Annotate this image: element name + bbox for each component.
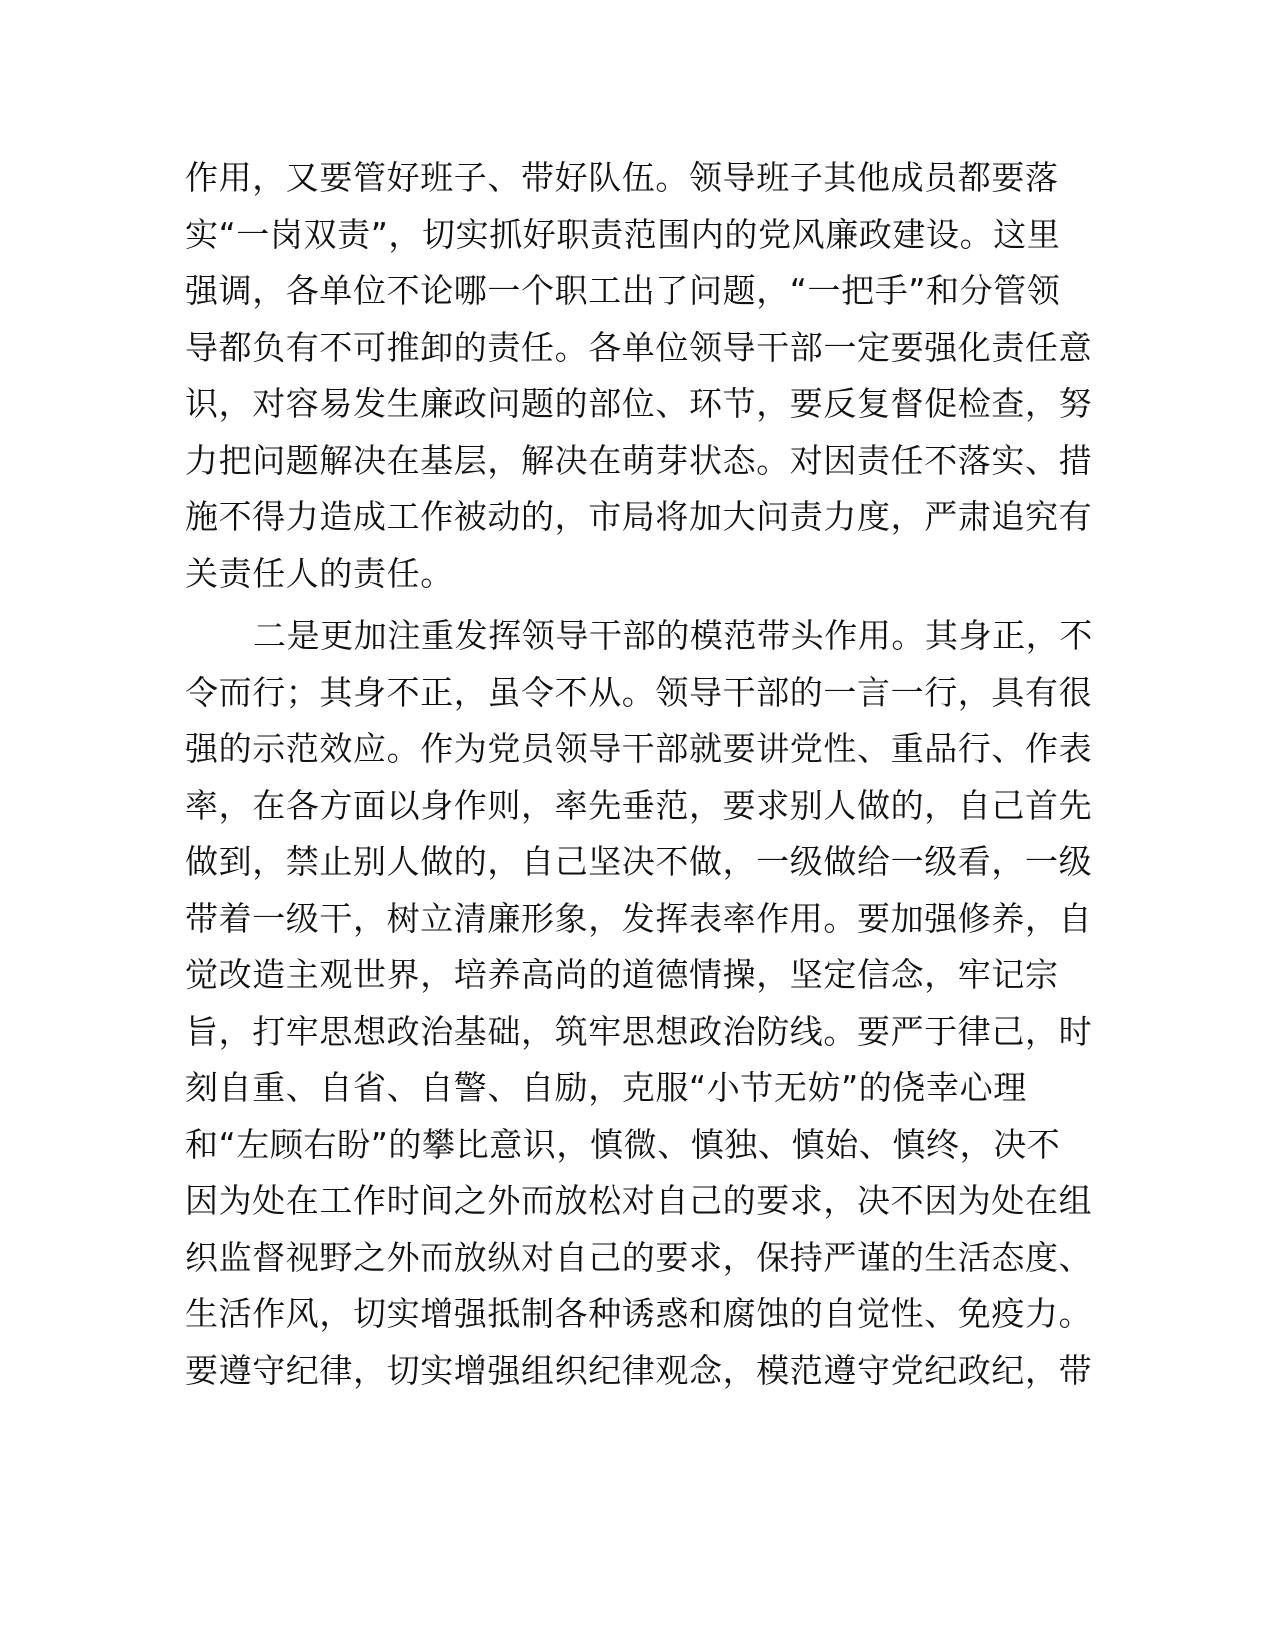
paragraph-line: 令而行；其身不正，虽令不从。领导干部的一言一行，具有很: [185, 672, 1093, 712]
document-body: [185, 150, 1093, 1399]
paragraph-line: 要遵守纪律，切实增强组织纪律观念，模范遵守党纪政纪，带: [185, 1350, 1093, 1390]
paragraph-first-line: 二是更加注重发挥领导干部的模范带头作用。其身正，不: [253, 616, 1093, 655]
paragraph-line: 旨，打牢思想政治基础，筑牢思想政治防线。要严于律己，时: [185, 1011, 1093, 1051]
paragraph-line: 作用，又要管好班子、带好队伍。领导班子其他成员都要落: [185, 158, 1059, 197]
paragraph-line: 实“一岗双责”，切实抓好职责范围内的党风廉政建设。这里: [185, 214, 1061, 254]
paragraph-line: 织监督视野之外而放纵对自己的要求，保持严谨的生活态度、: [185, 1237, 1093, 1277]
paragraph-line: 强的示范效应。作为党员领导干部就要讲党性、重品行、作表: [185, 729, 1093, 768]
paragraph-line: 做到，禁止别人做的，自己坚决不做，一级做给一级看，一级: [185, 842, 1093, 881]
paragraph-line: 率，在各方面以身作则，率先垂范，要求别人做的，自己首先: [185, 785, 1093, 825]
paragraph-line: 识，对容易发生廉政问题的部位、环节，要反复督促检查，努: [185, 384, 1093, 423]
paragraph-line: 导都负有不可推卸的责任。各单位领导干部一定要强化责任意: [185, 327, 1093, 367]
paragraph-line: 带着一级干，树立清廉形象，发挥表率作用。要加强修养，自: [185, 898, 1093, 938]
paragraph-line: 力把问题解决在基层，解决在萌芽状态。对因责任不落实、措: [185, 440, 1093, 480]
paragraph-2: [185, 608, 1093, 1399]
paragraph-line: 关责任人的责任。: [185, 553, 454, 593]
paragraph-line: 因为处在工作时间之外而放松对自己的要求，决不因为处在组: [185, 1181, 1093, 1220]
paragraph-line: 生活作风，切实增强抵制各种诱惑和腐蚀的自觉性、免疫力。: [185, 1294, 1093, 1333]
paragraph-line: 和“左顾右盼”的攀比意识，慎微、慎独、慎始、慎终，决不: [185, 1124, 1061, 1164]
paragraph-line: 刻自重、自省、自警、自励，克服“小节无妨”的侥幸心理: [185, 1068, 1027, 1107]
paragraph-line: 施不得力造成工作被动的，市局将加大问责力度，严肃追究有: [185, 497, 1093, 536]
paragraph-line: 强调，各单位不论哪一个职工出了问题，“一把手”和分管领: [185, 271, 1061, 310]
paragraph-line: 觉改造主观世界，培养高尚的道德情操，坚定信念，牢记宗: [185, 955, 1059, 994]
paragraph-1: [185, 150, 1093, 602]
